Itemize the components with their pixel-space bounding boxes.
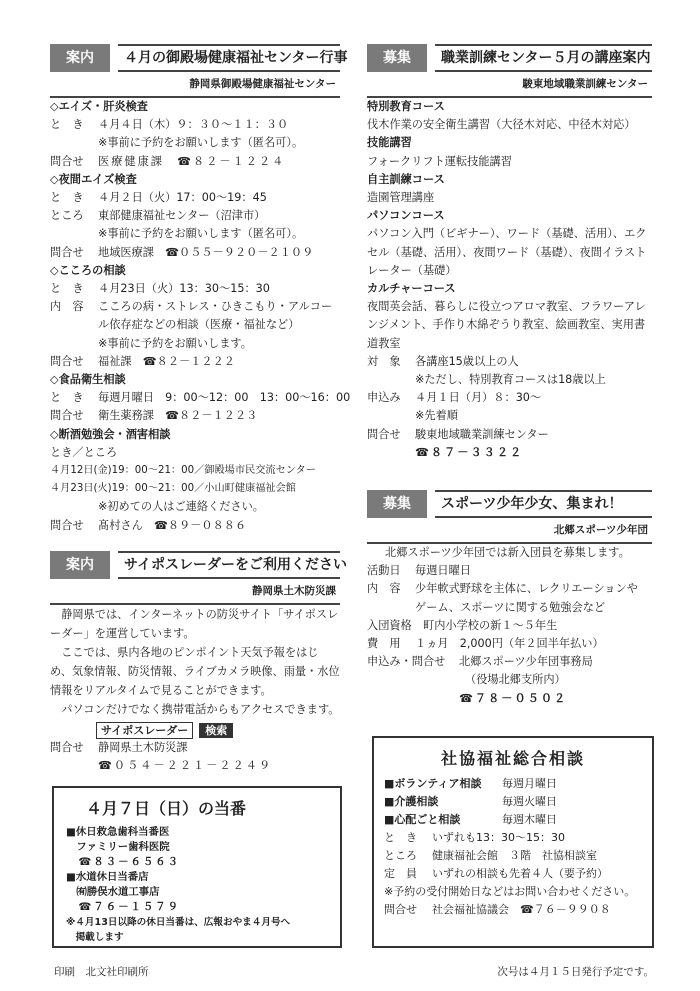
search-button: 検索: [199, 723, 233, 738]
label: 問合せ: [367, 427, 401, 441]
cyber-title: サイポスレーダーをご利用ください: [118, 551, 340, 579]
mind-contact: [50, 353, 340, 371]
value: 衛生薬務課 ☎８２－１２２３: [98, 409, 258, 423]
label: ■ボランティア相談: [384, 777, 482, 790]
sports-tag: 募集: [367, 490, 427, 518]
value: ４月４日（木）９：３０～１１：３０: [98, 118, 289, 132]
training-org: 駿東地域職業訓練センター: [522, 78, 648, 90]
consultation-box: [372, 736, 654, 948]
sports-apply: [367, 653, 652, 671]
holiday-duty-box: [52, 786, 342, 948]
value: 地域医療課 ☎０５５－９２０－２１０９: [98, 245, 314, 259]
training-apply: [367, 389, 652, 407]
value: 福祉課 ☎８２－１２２２: [98, 354, 235, 368]
welfare-org: 静岡県御殿場健康福祉センター: [189, 78, 336, 90]
right-column: [367, 44, 652, 708]
label: 内 容: [50, 300, 84, 314]
sobriety-line2: ４月23日(火)19：00～21：00／小山町健康福祉会館: [50, 483, 296, 495]
sports-content-2: ゲーム、スポーツに関する勉強会など: [415, 600, 606, 614]
duty-line: ☎８３－６５６３: [66, 856, 181, 868]
training-title: 職業訓練センター５月の講座案内: [435, 44, 652, 72]
value: 毎週月曜日 9：00～12：00 13：00～16：00: [98, 391, 351, 405]
course-text: パソコン入門（ビギナー）、ワード（基礎、活用）、エクセル（基礎、活用）、夜間ワード（基礎）、夜間イラストレーター（基礎）: [367, 227, 647, 277]
training-tel: ☎８７－３３２２: [415, 445, 524, 459]
label: 活動日: [367, 564, 401, 578]
value: いずれも13：30～15：30: [432, 831, 565, 844]
consult-row: [384, 811, 642, 829]
cyber-header: [50, 551, 348, 601]
label: 対 象: [367, 354, 401, 368]
label: と き: [50, 118, 84, 132]
night-aids-when: [50, 189, 340, 207]
footer-next-issue: 次号は４月１５日発行予定です。: [497, 966, 654, 978]
duty-note: 掲載します: [66, 932, 124, 943]
label: 問合せ: [50, 409, 84, 423]
sports-header: [367, 490, 652, 540]
label: 問合せ: [50, 354, 84, 368]
left-column: [50, 44, 351, 775]
sports-apply-2: （役場北郷支所内）: [465, 673, 566, 687]
training-header: [367, 44, 652, 94]
value: 毎週月曜日: [502, 777, 557, 790]
course-text: フォークリフト運転技能講習: [367, 154, 512, 168]
consult-contact: [384, 901, 642, 919]
value: 静岡県土木防災課: [98, 740, 188, 754]
course-heading: パソコンコース: [367, 209, 445, 223]
cyber-paragraph-3: パソコンだけでなく携帯電話からもアクセスできます。: [61, 702, 340, 716]
sobriety-note: ※初めての人はご連絡ください。: [98, 500, 264, 514]
night-aids-note: ※事前に予約をお願いします（匿名可）。: [98, 227, 304, 241]
value: 健康福祉会館 ３階 社協相談室: [432, 849, 597, 862]
label: ところ: [384, 849, 417, 862]
value: 各講座15歳以上の人: [415, 354, 519, 368]
label: 申込み: [367, 391, 401, 405]
label: 問合せ: [50, 245, 84, 259]
course-text: 夜間英会話、暮らしに役立つアロマ教室、フラワーアレンジメント、手作り木綿ぞうり教室、絵画教室、実用書道教室: [367, 300, 646, 350]
mind-content: [50, 298, 340, 334]
course-heading: 技能講習: [367, 136, 412, 150]
course-text: 伐木作業の安全衛生講習（大径木対応、中径木対応）: [367, 118, 636, 132]
value: 北郷スポーツ少年団事務局: [459, 655, 593, 669]
value: 少年軟式野球を主体に、レクリエーションや: [415, 582, 638, 596]
duty-line: ■休日救急歯科当番医: [66, 826, 170, 838]
cyber-contact: [50, 739, 340, 757]
label: ところ: [50, 209, 84, 223]
mind-when: [50, 280, 340, 298]
sports-day: [367, 562, 652, 580]
label: 問合せ: [50, 154, 84, 168]
label: 問合せ: [384, 903, 417, 916]
training-contact: [367, 426, 652, 444]
aids-note: ※事前に予約をお願いします（匿名可）。: [98, 136, 304, 150]
consult-row: [384, 775, 642, 793]
value: 町内小学校の新１～５年生: [423, 618, 558, 632]
value: 毎週木曜日: [502, 813, 557, 826]
mind-note: ※事前に予約をお願いします。: [98, 336, 252, 350]
aids-heading: ◇エイズ・肝炎検査: [50, 100, 148, 113]
label: 費 用: [367, 637, 401, 651]
cyber-tel: ☎０５４－２２１－２２４９: [98, 759, 273, 773]
cyber-paragraph-2: ここでは、県内各地のピンポイント天気予報をはじめ、気象情報、防災情報、ライブカメラ映像、雨量・水位情報をリアルタイムで見ることができます。: [50, 645, 340, 697]
label: 入団資格: [367, 618, 412, 632]
label: と き: [50, 282, 84, 296]
value: 社会福祉協議会 ☎７６－９９０８: [432, 903, 611, 916]
sports-fee: [367, 635, 652, 653]
welfare-tag: 案内: [50, 44, 110, 72]
label: 申込み・問合せ: [367, 655, 446, 669]
welfare-header: [50, 44, 348, 94]
sobriety-heading: ◇断酒勉強会・酒害相談: [50, 427, 171, 441]
sobriety-when-label: とき／ところ: [50, 445, 118, 459]
welfare-title: ４月の御殿場健康福祉センター行事: [118, 44, 340, 72]
sports-org: 北郷スポーツ少年団: [553, 524, 648, 537]
sports-intro: 北郷スポーツ少年団では新入団員を募集します。: [385, 546, 630, 560]
duty-line: ㈲勝俣水道工事店: [66, 886, 160, 898]
search-term: サイポスレーダー: [96, 722, 193, 739]
consult-row: [384, 793, 642, 811]
sports-qual: [367, 617, 652, 635]
night-aids-place: [50, 207, 340, 225]
label: と き: [50, 391, 84, 405]
consult-capacity: [384, 865, 642, 883]
sobriety-line1: ４月12日(金)19：00～21：00／御殿場市民交流センター: [50, 465, 316, 477]
food-when: [50, 389, 351, 407]
label: 問合せ: [50, 740, 84, 754]
training-target: [367, 353, 652, 371]
course-heading: 特別教育コース: [367, 100, 445, 113]
label: と き: [384, 831, 417, 844]
training-tag: 募集: [367, 44, 427, 72]
consult-when: [384, 829, 642, 847]
cyber-org: 静岡県土木防災課: [252, 584, 336, 597]
course-heading: 自主訓練コース: [367, 172, 445, 186]
value: ４月２日（火）17：00～19：45: [98, 191, 267, 205]
value: いずれの相談も先着４人（要予約）: [432, 867, 608, 880]
course-text: 造園管理講座: [367, 191, 435, 205]
sports-content: [367, 580, 652, 598]
value: ４月１日（月）８：30～: [415, 391, 542, 405]
food-heading: ◇食品衛生相談: [50, 373, 126, 387]
cyber-paragraph-1: 静岡県では、インターネットの防災サイト「サイポスレーダー」を運営しています。: [50, 607, 339, 640]
training-apply-note: ※先着順: [415, 409, 458, 423]
search-box: [96, 722, 233, 739]
aids-when: [50, 116, 340, 134]
cyber-tag: 案内: [50, 551, 110, 579]
value: 東部健康福祉センター（沼津市）: [98, 209, 266, 223]
label: 定 員: [384, 867, 417, 880]
value: こころの病・ストレス・ひきこもり・アルコール依存症などの相談（医療・福祉など）: [98, 300, 333, 332]
label: と き: [50, 191, 84, 205]
value: ４月23日（火）13：30～15：30: [98, 282, 270, 296]
label: ■介護相談: [384, 795, 439, 808]
value: 髙村さん ☎８９－０８８６: [98, 518, 247, 532]
consult-note: ※予約の受付開始日などはお問い合わせください。: [384, 885, 636, 898]
label: 内 容: [367, 582, 401, 596]
night-aids-heading: ◇夜間エイズ検査: [50, 172, 137, 186]
night-aids-contact: [50, 244, 340, 262]
duty-note: ※４月13日以降の休日当番は、広報おやま４月号へ: [66, 917, 291, 928]
duty-line: ファミリー歯科医院: [66, 841, 170, 853]
duty-title: ４月７日（日）の当番: [86, 799, 247, 818]
aids-contact: [50, 153, 340, 171]
label: 問合せ: [50, 518, 84, 532]
value: 医療健康課 ☎８２－１２２４: [98, 154, 286, 168]
value: １ヵ月 2,000円（年２回半年払い）: [415, 637, 604, 651]
consult-place: [384, 847, 642, 865]
duty-line: ☎７６－１５７９: [66, 901, 181, 913]
consult-title: 社協福祉総合相談: [440, 749, 585, 768]
value: 駿東地域職業訓練センター: [415, 427, 549, 441]
course-heading: カルチャーコース: [367, 282, 456, 296]
duty-line: ■水道休日当番店: [66, 871, 149, 883]
sports-tel: ☎７８－０５０２: [459, 691, 568, 705]
training-target-note: ※ただし、特別教育コースは18歳以上: [415, 373, 606, 387]
value: 毎週日曜日: [415, 564, 471, 578]
food-contact: [50, 407, 340, 425]
sports-title: スポーツ少年少女、集まれ！: [435, 490, 652, 518]
mind-heading: ◇こころの相談: [50, 263, 126, 277]
value: 毎週火曜日: [502, 795, 557, 808]
sobriety-contact: [50, 517, 340, 535]
label: ■心配ごと相談: [384, 813, 461, 826]
footer-printer: 印刷 北文社印刷所: [54, 966, 149, 978]
